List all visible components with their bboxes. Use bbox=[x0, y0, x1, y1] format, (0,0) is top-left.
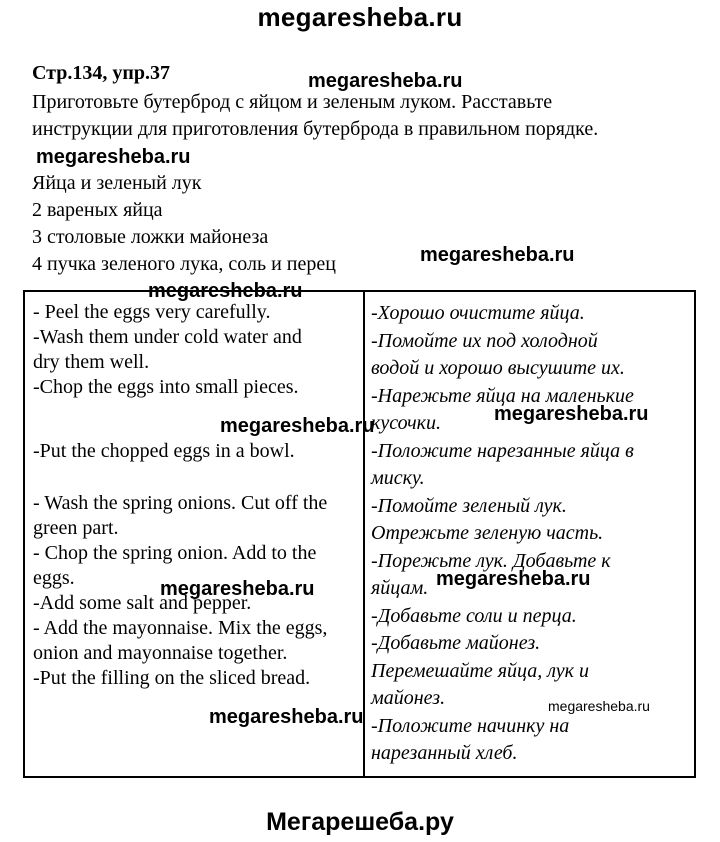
russian-step-line: -Хорошо очистите яйца. bbox=[371, 302, 585, 324]
watermark: megaresheba.ru bbox=[436, 568, 591, 590]
russian-step-line: -Добавьте майонез. bbox=[371, 632, 541, 654]
russian-step-line: Отрежьте зеленую часть. bbox=[371, 522, 604, 544]
exercise-instruction bbox=[32, 89, 692, 143]
english-step-line: dry them well. bbox=[33, 351, 150, 373]
ingredient-item: Яйца и зеленый лук bbox=[32, 172, 202, 194]
watermark: megaresheba.ru bbox=[160, 578, 315, 600]
english-step-line: -Chop the eggs into small pieces. bbox=[33, 376, 299, 398]
ingredients-list bbox=[32, 170, 336, 278]
russian-step-line: кусочки. bbox=[371, 412, 441, 434]
russian-step-line: яйцам. bbox=[371, 577, 429, 599]
russian-step-line: водой и хорошо высушите их. bbox=[371, 357, 625, 379]
site-header-watermark: megaresheba.ru bbox=[257, 2, 463, 32]
russian-step-line: -Помойте их под холодной bbox=[371, 329, 598, 352]
watermark: megaresheba.ru bbox=[420, 244, 575, 266]
english-steps-column bbox=[33, 300, 359, 691]
russian-step-line: -Добавьте соли и перца. bbox=[371, 604, 577, 627]
column-divider bbox=[363, 292, 365, 776]
english-step-line: eggs. bbox=[33, 567, 75, 589]
russian-step-line: нарезанный хлеб. bbox=[371, 742, 518, 764]
ingredient-item: 4 пучка зеленого лука, соль и перец bbox=[32, 253, 336, 275]
watermark: megaresheba.ru bbox=[209, 706, 364, 728]
english-step-line: - Wash the spring onions. Cut off the bbox=[33, 492, 328, 514]
watermark: megaresheba.ru bbox=[148, 280, 303, 302]
russian-step-line: миску. bbox=[371, 467, 425, 489]
english-step-line: green part. bbox=[33, 517, 119, 539]
site-footer-watermark: Мегарешеба.ру bbox=[266, 808, 454, 836]
exercise-reference: Стр.134, упр.37 bbox=[32, 62, 171, 84]
instruction-line-2: инструкции для приготовления бутерброда в правильном порядке. bbox=[32, 118, 599, 140]
english-step-line: -Put the filling on the sliced bread. bbox=[33, 667, 311, 689]
russian-step-line: -Положите начинку на bbox=[371, 714, 570, 737]
english-step-line: -Wash them under cold water and bbox=[33, 326, 302, 348]
watermark: megaresheba.ru bbox=[220, 415, 375, 437]
russian-step-line: -Помойте зеленый лук. bbox=[371, 494, 567, 517]
instruction-line-1: Приготовьте бутерброд с яйцом и зеленым луком. Расставьте bbox=[32, 91, 553, 113]
english-step-line: -Add some salt and pepper. bbox=[33, 592, 252, 614]
watermark: megaresheba.ru bbox=[494, 403, 649, 425]
english-step-line: - Add the mayonnaise. Mix the eggs, bbox=[33, 617, 328, 639]
watermark-small: megaresheba.ru bbox=[548, 698, 650, 714]
russian-step-line: -Положите нарезанные яйца в bbox=[371, 439, 634, 462]
watermark: megaresheba.ru bbox=[36, 146, 191, 168]
russian-step-line: майонез. bbox=[371, 687, 446, 709]
russian-step-line: Перемешайте яйца, лук и bbox=[371, 659, 589, 682]
russian-step-line: -Порежьте лук. Добавьте к bbox=[371, 549, 611, 572]
english-step-line: onion and mayonnaise together. bbox=[33, 642, 288, 664]
english-step-line: - Chop the spring onion. Add to the bbox=[33, 542, 317, 564]
ingredient-item: 2 вареных яйца bbox=[32, 199, 163, 221]
russian-step-line: -Нарежьте яйца на маленькие bbox=[371, 384, 634, 407]
english-step-line: -Put the chopped eggs in a bowl. bbox=[33, 440, 295, 462]
watermark: megaresheba.ru bbox=[308, 70, 463, 92]
english-step-line: - Peel the eggs very carefully. bbox=[33, 301, 271, 323]
english-step-gap bbox=[33, 464, 359, 489]
ingredient-item: 3 столовые ложки майонеза bbox=[32, 226, 269, 248]
